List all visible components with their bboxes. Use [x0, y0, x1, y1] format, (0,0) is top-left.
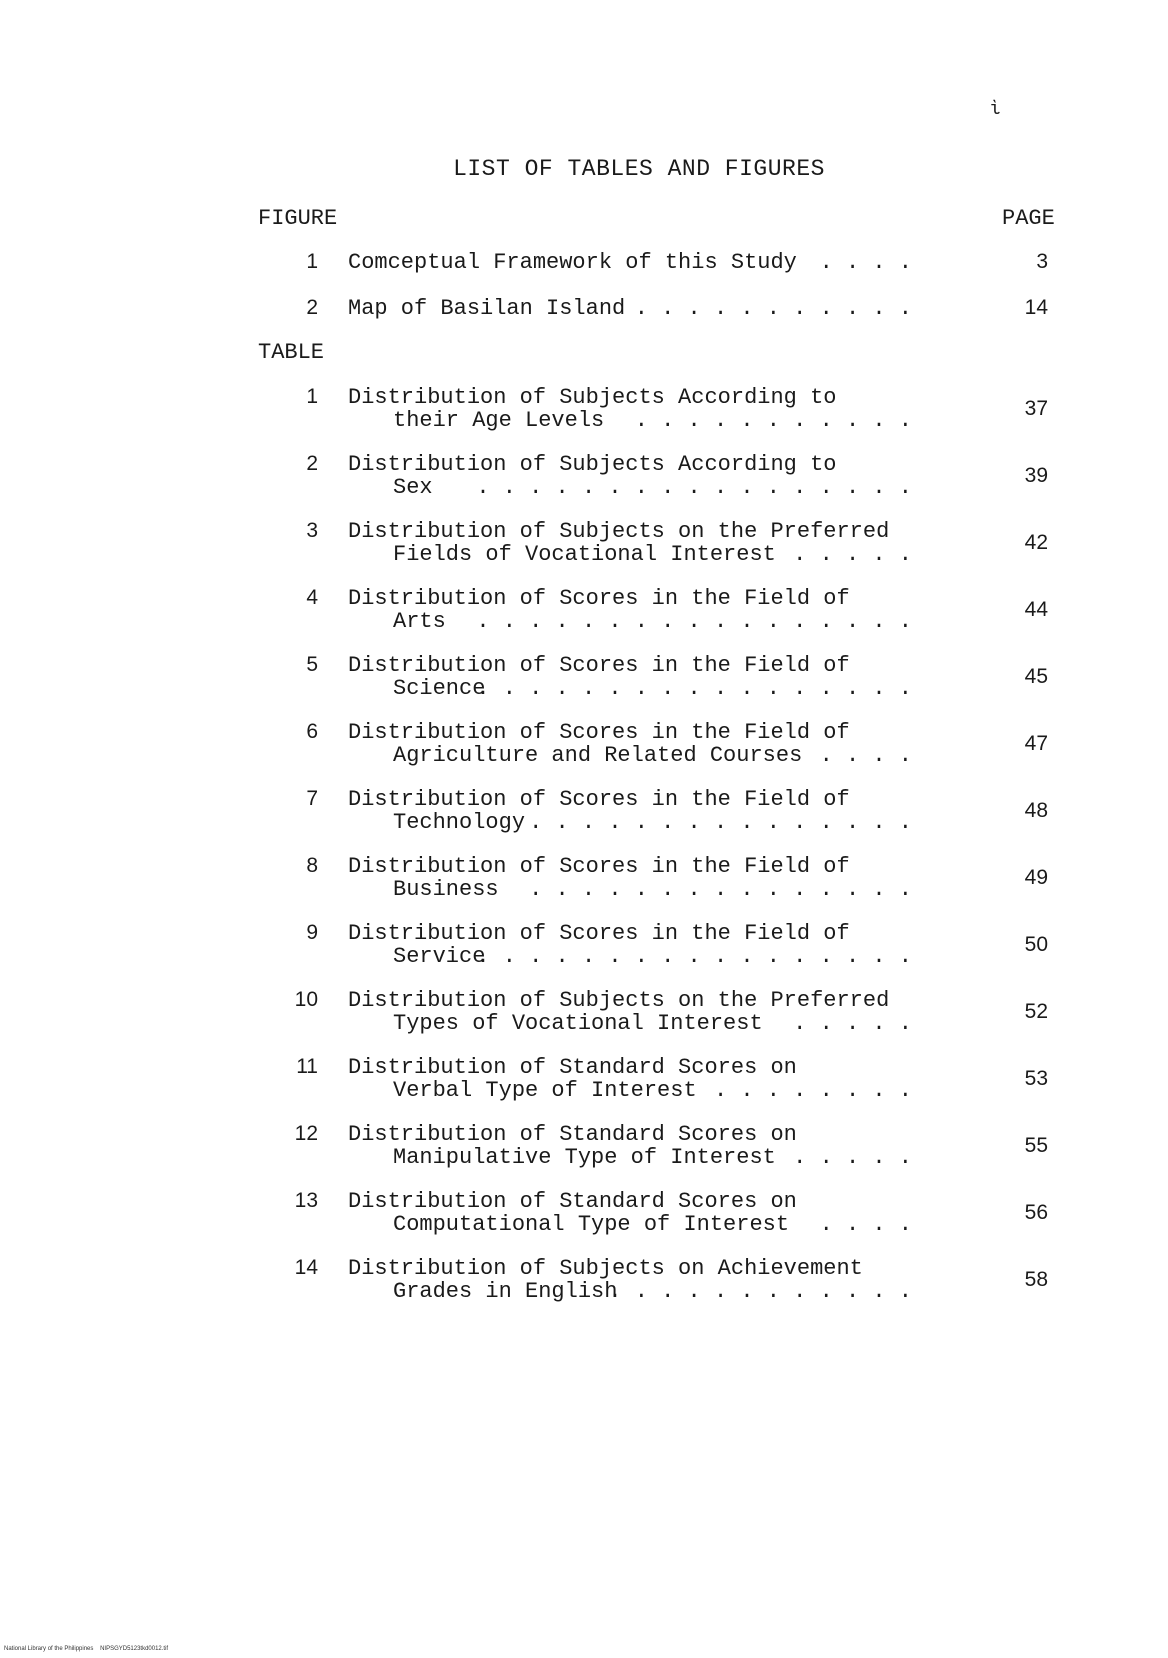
table-page-number: 48 [1024, 799, 1048, 822]
table-dot-leader: . . . . . . . . . . . . . . . [502, 810, 912, 835]
table-number: 4 [306, 586, 318, 609]
table-title-line1: Distribution of Scores in the Field of [348, 787, 850, 812]
table-dot-leader: . . . . . . . . . . . . . . . . . [463, 609, 912, 634]
table-title-line2: Sex [393, 475, 433, 500]
table-page-number: 58 [1024, 1268, 1048, 1291]
table-title-line1: Distribution of Subjects According to [348, 452, 837, 477]
table-section-label: TABLE [258, 340, 325, 365]
figure-page-number: 3 [1036, 250, 1048, 273]
table-dot-leader: . . . . [806, 743, 912, 768]
table-title-line2: Agriculture and Related Courses [393, 743, 803, 768]
table-number: 2 [306, 452, 318, 475]
table-title-line2: Computational Type of Interest [393, 1212, 790, 1237]
table-dot-leader: . . . . . . . . . . . . . . . . . [463, 944, 912, 969]
table-title-line1: Distribution of Scores in the Field of [348, 854, 850, 879]
table-page-number: 47 [1024, 732, 1048, 755]
table-dot-leader: . . . . . . . . . . . [621, 408, 912, 433]
page-column-label: PAGE [1002, 206, 1055, 231]
table-title-line2: Fields of Vocational Interest [393, 542, 776, 567]
table-title-line1: Distribution of Standard Scores on [348, 1055, 797, 1080]
table-title-line2: Service [393, 944, 486, 969]
table-dot-leader: . . . . . . . . . . . . . . . . . [449, 475, 912, 500]
table-page-number: 49 [1024, 866, 1048, 889]
table-page-number: 52 [1024, 1000, 1048, 1023]
figure-number: 2 [306, 296, 318, 319]
figure-title-line1: Comceptual Framework of this Study [348, 250, 797, 275]
table-title-line1: Distribution of Scores in the Field of [348, 921, 850, 946]
table-page-number: 55 [1024, 1134, 1048, 1157]
table-number: 8 [306, 854, 318, 877]
table-page-number: 39 [1024, 464, 1048, 487]
table-number: 3 [306, 519, 318, 542]
table-number: 9 [306, 921, 318, 944]
table-title-line2: Business [393, 877, 499, 902]
table-number: 12 [294, 1122, 318, 1145]
table-number: 14 [294, 1256, 318, 1279]
table-dot-leader: . . . . . . . . . . . . . . . . . [463, 676, 912, 701]
table-number: 5 [306, 653, 318, 676]
table-page-number: 44 [1024, 598, 1048, 621]
table-title-line2: their Age Levels [393, 408, 605, 433]
table-title-line2: Verbal Type of Interest [393, 1078, 697, 1103]
table-title-line2: Arts [393, 609, 446, 634]
table-dot-leader: . . . . . [766, 1011, 912, 1036]
table-title-line1: Distribution of Subjects on the Preferred [348, 519, 890, 544]
table-title-line1: Distribution of Subjects on the Preferred [348, 988, 890, 1013]
table-title-line1: Distribution of Scores in the Field of [348, 653, 850, 678]
table-number: 13 [294, 1189, 318, 1212]
table-title-line1: Distribution of Scores in the Field of [348, 720, 850, 745]
table-title-line2: Types of Vocational Interest [393, 1011, 763, 1036]
table-dot-leader: . . . . . . . . . . . . . . . [502, 877, 912, 902]
table-page-number: 50 [1024, 933, 1048, 956]
table-title-line2: Manipulative Type of Interest [393, 1145, 776, 1170]
table-page-number: 53 [1024, 1067, 1048, 1090]
table-title-line2: Technology [393, 810, 526, 835]
footer-file-id: NIPSGYD5123tkd0012.tif [100, 1646, 169, 1652]
table-dot-leader: . . . . . . . . [700, 1078, 912, 1103]
footer [4, 1646, 168, 1652]
table-number: 1 [306, 385, 318, 408]
table-dot-leader: . . . . . [779, 1145, 912, 1170]
table-page-number: 37 [1024, 397, 1048, 420]
table-title-line1: Distribution of Subjects on Achievement [348, 1256, 863, 1281]
table-title-line2: Science [393, 676, 486, 701]
footer-library: National Library of the Philippines [4, 1646, 94, 1652]
table-title-line1: Distribution of Standard Scores on [348, 1189, 797, 1214]
page-title: LIST OF TABLES AND FIGURES [453, 156, 825, 182]
table-title-line2: Grades in English [393, 1279, 618, 1304]
table-number: 6 [306, 720, 318, 743]
table-page-number: 56 [1024, 1201, 1048, 1224]
table-number: 11 [296, 1055, 318, 1078]
table-title-line1: Distribution of Subjects According to [348, 385, 837, 410]
table-page-number: 45 [1024, 665, 1048, 688]
table-dot-leader: . . . . . . . . . . . . [595, 1279, 912, 1304]
figure-dot-leader: . . . . [806, 250, 912, 275]
table-number: 7 [306, 787, 318, 810]
table-title-line1: Distribution of Standard Scores on [348, 1122, 797, 1147]
table-page-number: 42 [1024, 531, 1048, 554]
figure-dot-leader: . . . . . . . . . . . [608, 296, 912, 321]
table-title-line1: Distribution of Scores in the Field of [348, 586, 850, 611]
figure-section-label: FIGURE [258, 206, 338, 231]
table-dot-leader: . . . . . [779, 542, 912, 567]
table-dot-leader: . . . . [793, 1212, 912, 1237]
corner-mark: ὶ [990, 100, 1001, 120]
figure-title-line1: Map of Basilan Island [348, 296, 626, 321]
figure-number: 1 [306, 250, 318, 273]
table-number: 10 [294, 988, 318, 1011]
figure-page-number: 14 [1024, 296, 1048, 319]
